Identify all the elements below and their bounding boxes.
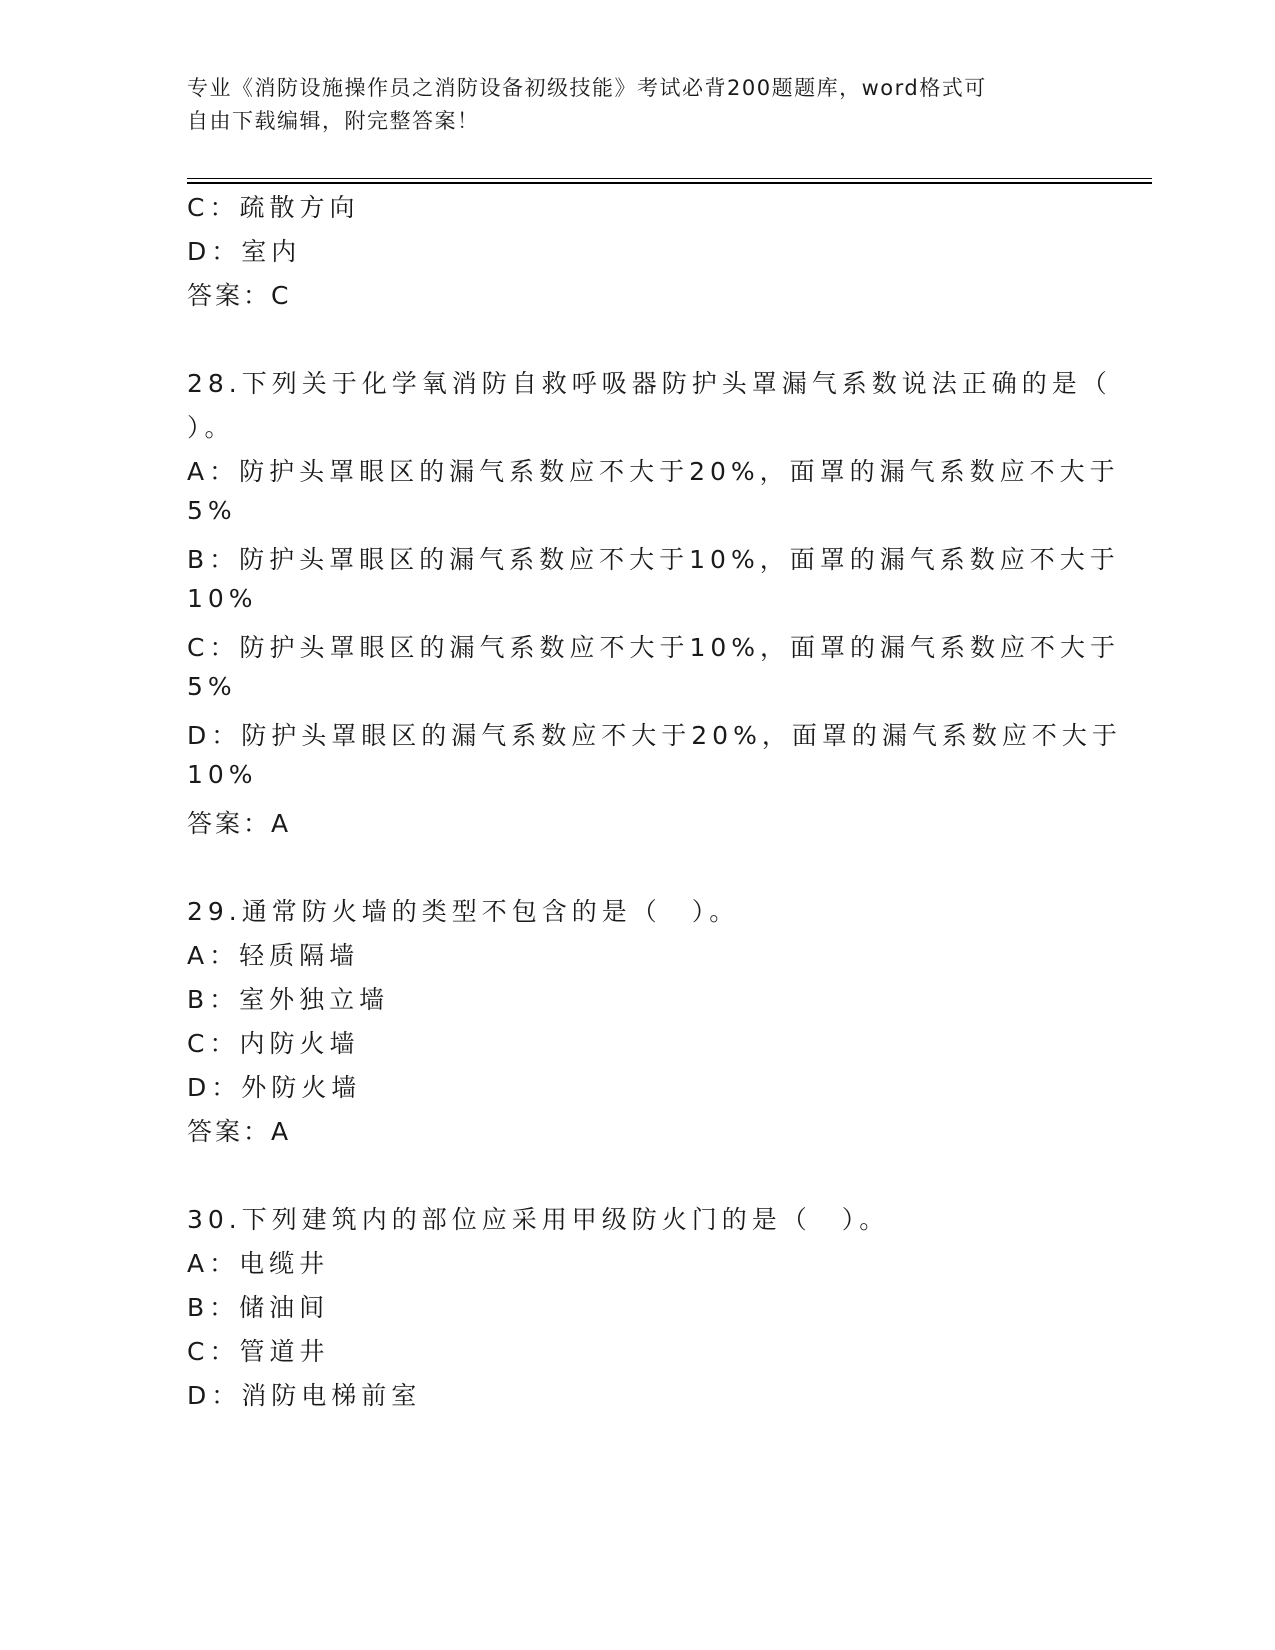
q28-stem-line-1: 28.下列关于化学氧消防自救呼吸器防护头罩漏气系数说法正确的是（ <box>187 369 1112 398</box>
q28-option-d-line-2: 10% <box>187 760 258 789</box>
prev-answer: 答案：C <box>187 281 292 310</box>
q29-option-a: A：轻质隔墙 <box>187 941 360 970</box>
header-line-1: 专业《消防设施操作员之消防设备初级技能》考试必背200题题库，word格式可 <box>187 76 987 100</box>
q30-option-c: C：管道井 <box>187 1337 330 1366</box>
q29-option-b: B：室外独立墙 <box>187 985 390 1014</box>
q28-option-b-line-1: B：防护头罩眼区的漏气系数应不大于10%，面罩的漏气系数应不大于 <box>187 545 1120 574</box>
q30-stem: 30.下列建筑内的部位应采用甲级防火门的是（ ）。 <box>187 1205 890 1234</box>
header-divider-thin <box>187 178 1152 179</box>
q28-option-c-line-2: 5% <box>187 672 237 701</box>
document-header <box>187 72 1067 138</box>
q30-option-b: B：储油间 <box>187 1293 330 1322</box>
q28-option-a-line-1: A：防护头罩眼区的漏气系数应不大于20%，面罩的漏气系数应不大于 <box>187 457 1120 486</box>
q28-option-c-line-1: C：防护头罩眼区的漏气系数应不大于10%，面罩的漏气系数应不大于 <box>187 633 1121 662</box>
q30-option-a: A：电缆井 <box>187 1249 330 1278</box>
prev-option-c: C：疏散方向 <box>187 193 360 222</box>
q28-stem-line-2: ）。 <box>187 413 235 442</box>
q28-option-d-line-1: D：防护头罩眼区的漏气系数应不大于20%，面罩的漏气系数应不大于 <box>187 721 1122 750</box>
q29-stem: 29.通常防火墙的类型不包含的是（ ）。 <box>187 897 740 926</box>
q28-answer: 答案：A <box>187 809 292 838</box>
header-line-2: 自由下载编辑，附完整答案！ <box>187 109 480 133</box>
q29-answer: 答案：A <box>187 1117 292 1146</box>
prev-option-d: D：室内 <box>187 237 302 266</box>
q28-option-a-line-2: 5% <box>187 496 237 525</box>
q30-option-d: D：消防电梯前室 <box>187 1381 422 1410</box>
q29-option-c: C：内防火墙 <box>187 1029 360 1058</box>
q29-option-d: D：外防火墙 <box>187 1073 362 1102</box>
q28-option-b-line-2: 10% <box>187 584 258 613</box>
header-divider-thick <box>187 182 1152 184</box>
